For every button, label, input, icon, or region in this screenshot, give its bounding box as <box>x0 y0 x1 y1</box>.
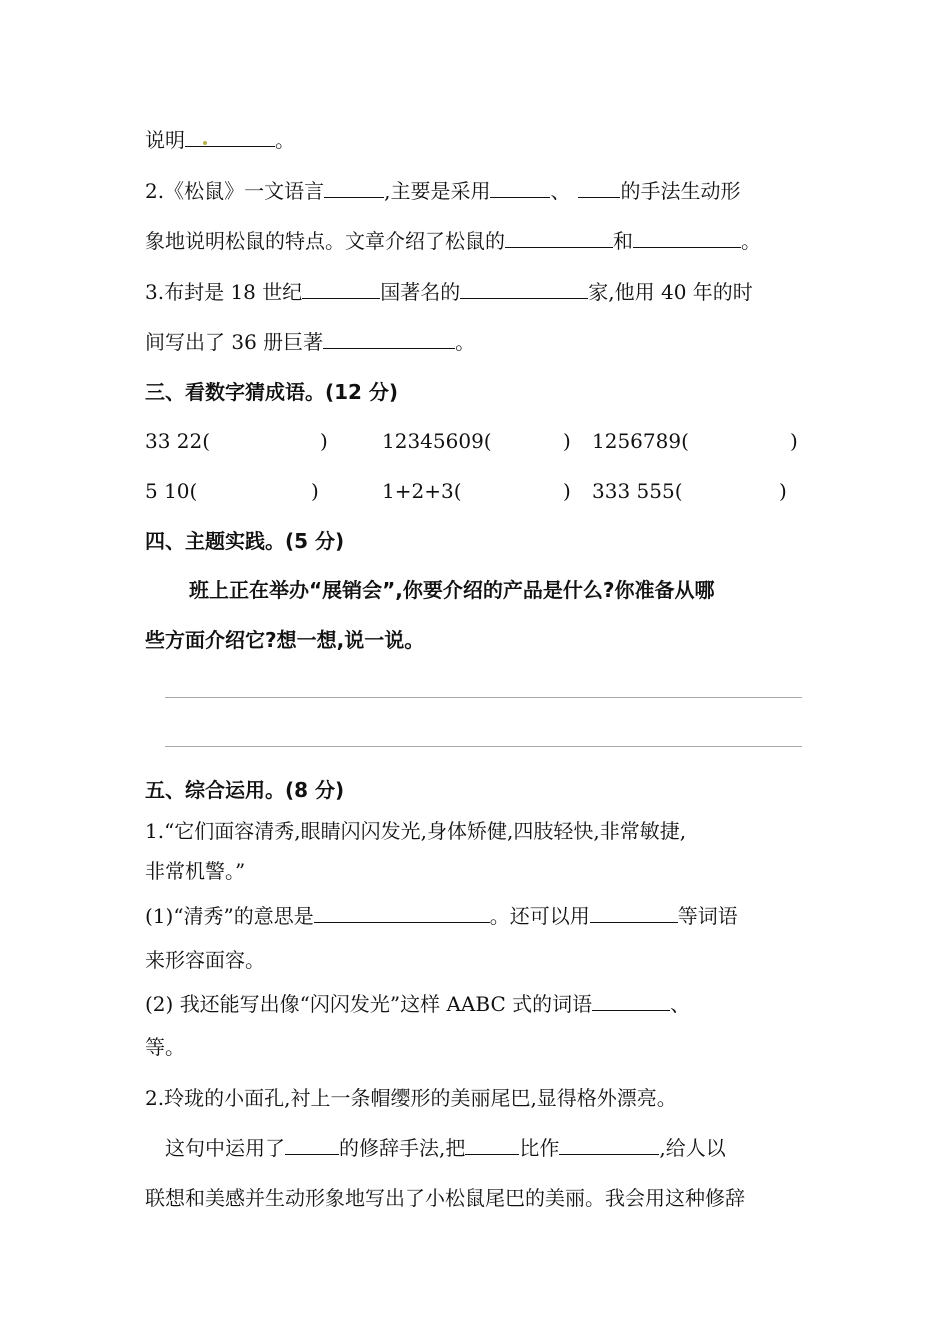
s5-p2-blank-3[interactable] <box>559 1134 659 1155</box>
section5-passage1-line1: 1.“它们面容清秀,眼睛闪闪发光,身体矫健,四肢轻快,非常敏捷, <box>145 819 687 843</box>
top-blank[interactable] <box>185 126 275 147</box>
q2-text-b: ,主要是采用 <box>384 179 491 203</box>
section5-passage2-question <box>165 1134 726 1162</box>
q3-blank-3[interactable] <box>323 328 455 349</box>
section5-q1-line1 <box>145 902 738 930</box>
s5-q2-text-a: (2) 我还能写出像“闪闪发光”这样 AABC 式的词语 <box>145 992 593 1016</box>
s5-p2-text-c: 比作 <box>519 1136 560 1160</box>
q2-text-a: 2.《松鼠》一文语言 <box>145 179 325 203</box>
q2-text-g: 。 <box>741 229 761 253</box>
section5-q2-line2: 等。 <box>145 1035 185 1059</box>
s5-p2-text-a: 这句中运用了 <box>165 1136 285 1160</box>
q2-blank-1[interactable] <box>324 177 384 198</box>
s5-q1-blank-1[interactable] <box>314 902 490 923</box>
idiom-2-close: ) <box>563 429 571 453</box>
s5-p2-blank-1[interactable] <box>285 1134 339 1155</box>
s5-p2-text-d: ,给人以 <box>659 1136 726 1160</box>
q3-line2 <box>145 328 475 356</box>
q3-blank-1[interactable] <box>302 278 380 299</box>
section5-passage2-line1: 2.玲珑的小面孔,衬上一条帽缨形的美丽尾巴,显得格外漂亮。 <box>145 1086 677 1110</box>
q2-blank-3[interactable] <box>578 177 620 198</box>
s5-q2-blank-1[interactable] <box>592 990 670 1011</box>
q3-text-d: 间写出了 36 册巨著 <box>145 330 324 354</box>
q2-blank-2[interactable] <box>490 177 550 198</box>
idiom-6-number: 333 555( <box>592 479 683 503</box>
section5-heading: 五、综合运用。(8 分) <box>145 778 345 802</box>
q3-text-e: 。 <box>455 330 476 354</box>
q3-text-a: 3.布封是 18 世纪 <box>145 280 303 304</box>
q2-text-e: 象地说明松鼠的特点。文章介绍了松鼠的 <box>145 229 505 253</box>
q2-text-d: 的手法生动形 <box>620 179 741 203</box>
q2-text-c: 、 <box>550 179 571 203</box>
idiom-1-close: ) <box>320 429 328 453</box>
answer-line-1[interactable] <box>165 697 802 698</box>
section4-heading: 四、主题实践。(5 分) <box>145 529 345 553</box>
section5-passage2-line3: 联想和美感并生动形象地写出了小松鼠尾巴的美丽。我会用这种修辞 <box>145 1186 745 1210</box>
s5-q1-text-c: 等词语 <box>677 904 738 928</box>
idiom-4-close: ) <box>311 479 319 503</box>
s5-q1-text-b: 。还可以用 <box>489 904 590 928</box>
q3-line1 <box>145 278 753 306</box>
s5-p2-blank-2[interactable] <box>465 1134 519 1155</box>
idiom-5-close: ) <box>563 479 571 503</box>
idiom-3-close: ) <box>790 429 798 453</box>
s5-q1-text-a: (1)“清秀”的意思是 <box>145 904 314 928</box>
idiom-5-number: 1+2+3( <box>382 479 462 503</box>
q3-text-c: 家,他用 40 年的时 <box>588 280 753 304</box>
q2-blank-5[interactable] <box>633 227 741 248</box>
q3-text-b: 国著名的 <box>380 280 461 304</box>
answer-line-2[interactable] <box>165 746 802 747</box>
q2-line1 <box>145 177 740 205</box>
stray-mark <box>203 141 207 145</box>
q2-text-f: 和 <box>613 229 633 253</box>
section5-q2-line1 <box>145 990 690 1018</box>
top-suffix: 。 <box>275 128 295 152</box>
q3-blank-2[interactable] <box>460 278 588 299</box>
idiom-3-number: 1256789( <box>592 429 689 453</box>
s5-p2-text-b: 的修辞手法,把 <box>339 1136 466 1160</box>
idiom-6-close: ) <box>779 479 787 503</box>
section4-prompt-line1: 班上正在举办“展销会”,你要介绍的产品是什么?你准备从哪 <box>189 578 715 602</box>
top-line <box>145 126 295 154</box>
idiom-2-number: 12345609( <box>382 429 492 453</box>
q2-line2 <box>145 227 761 255</box>
section5-passage1-line2: 非常机警。” <box>145 859 246 883</box>
q2-blank-4[interactable] <box>505 227 613 248</box>
idiom-1-number: 33 22( <box>145 429 211 453</box>
section3-heading: 三、看数字猜成语。(12 分) <box>145 380 399 404</box>
section5-q1-line2: 来形容面容。 <box>145 948 265 972</box>
top-prefix: 说明 <box>145 128 185 152</box>
section4-prompt-line2: 些方面介绍它?想一想,说一说。 <box>145 628 425 652</box>
s5-q1-blank-2[interactable] <box>590 902 678 923</box>
s5-q2-text-b: 、 <box>670 992 691 1016</box>
idiom-4-number: 5 10( <box>145 479 198 503</box>
